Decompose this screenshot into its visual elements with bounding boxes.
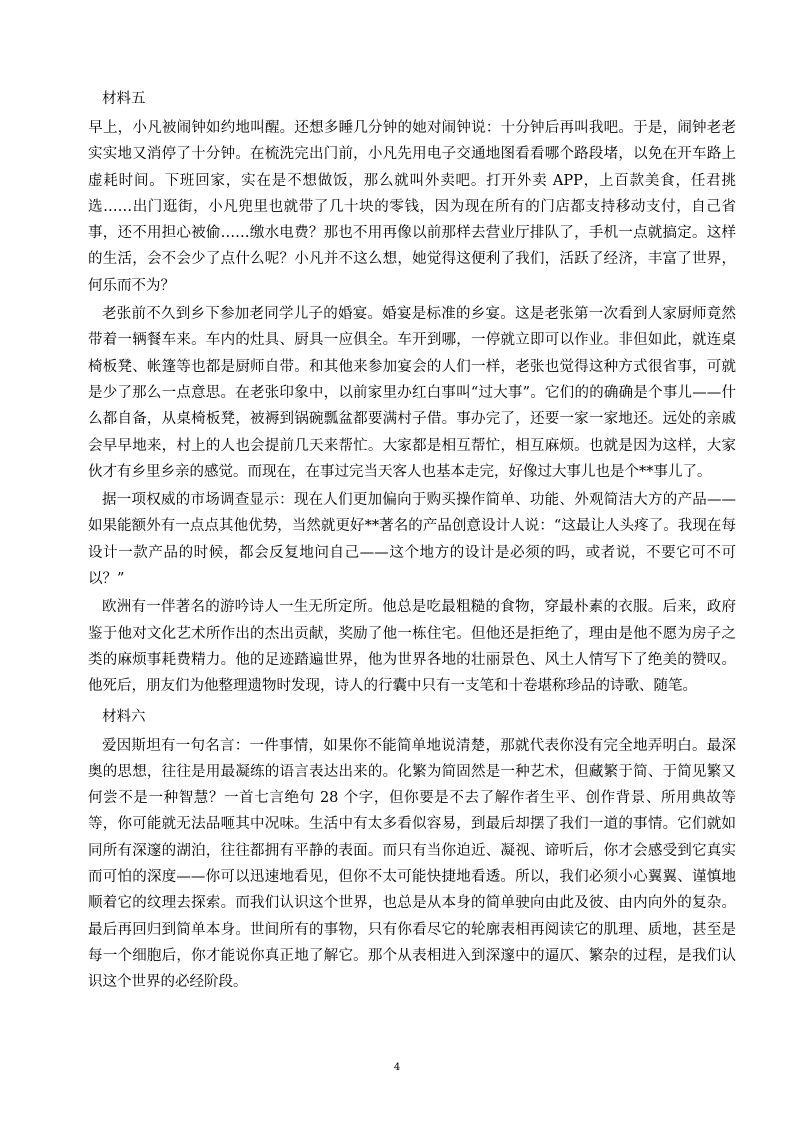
material-5-paragraph-3 — [88, 487, 736, 592]
material-5-heading: 材料五 — [102, 91, 146, 107]
document-body — [88, 86, 736, 996]
material-5-paragraph-1 — [88, 115, 736, 299]
material-5-paragraph-2 — [88, 301, 736, 485]
paragraph-text: 爱因斯坦有一句名言：一件事情，如果你不能简单地说清楚，那就代表你没有完全地弄明白。最深奥的思想，往往是用最凝练的语言表达出来的。化繁为简固然是一种艺术，但藏繁于简、于简见繁又何尝不是一种智慧？一首七言绝句 28 个字，但你要是不去了解作者生平、创作背景、所用典故等等，你可能就无法品咂其中况味。生活中有太多看似容易，到最后却摆了我们一道的事情。它们就如同所有深邃的湖泊，往往都拥有平静的表面。而只有当你迫近、凝视、谛听后，你才会感受到它真实而可怕的深度——你可以迅速地看见，但你不太可能快捷地看透。所以，我们必须小心翼翼、谨慎地顺着它的纹理去探索。而我们认识这个世界，也总是从本身的简单驶向由此及彼、由内向外的复杂。最后再回归到简单本身。世间所有的事物，只有你看尽它的轮廓表相再阅读它的肌理、质地，甚至是每一个细胞后，你才能说你真正地了解它。那个从表相进入到深邃中的逼仄、繁杂的过程，是我们认识这个世界的必经阶段。 — [88, 737, 736, 991]
paragraph-text: 早上，小凡被闹钟如约地叫醒。还想多睡几分钟的她对闹钟说：十分钟后再叫我吧。于是，闹钟老老实实地又消停了十分钟。在梳洗完出门前，小凡先用电子交通地图看看哪个路段堵，以免在开车路上虚耗时间。下班回家，实在是不想做饭，那么就叫外卖吧。打开外卖 APP，上百款美食，任君挑选……出门逛街，小凡兜里也就带了几十块的零钱，因为现在所有的门店都支持移动支付，自己省事，还不用担心被偷……缴水电费？那也不用再像以前那样去营业厅排队了，手机一点就搞定。这样的生活，会不会少了点什么呢？小凡并不这么想，她觉得这便利了我们，活跃了经济，丰富了世界，何乐而不为？ — [88, 120, 736, 294]
material-6-paragraph-1 — [88, 733, 736, 996]
paragraph-text: 老张前不久到乡下参加老同学儿子的婚宴。婚宴是标准的乡宴。这是老张第一次看到人家厨师竟然带着一辆餐车来。车内的灶具、厨具一应俱全。车开到哪，一停就立即可以作业。非但如此，就连桌椅板凳、帐篷等也都是厨师自带。和其他来参加宴会的人们一样，老张也觉得这种方式很省事，可就是少了那么一点意思。在老张印象中，以前家里办红白事叫“过大事”。它们的的确确是个事儿——什么都自备，从桌椅板凳，被褥到锅碗瓢盆都要满村子借。事办完了，还要一家一家地还。远处的亲戚会早早地来，村上的人也会提前几天来帮忙。大家都是相互帮忙，相互麻烦。也就是因为这样，大家伙才有乡里乡亲的感觉。而现在，在事过完当天客人也基本走完，好像过大事儿也是个**事儿了。 — [88, 306, 736, 480]
page-number: 4 — [393, 1062, 401, 1073]
paragraph-text: 欧洲有一伴著名的游吟诗人一生无所定所。他总是吃最粗糙的食物，穿最朴素的衣服。后来，政府鉴于他对文化艺术所作出的杰出贡献，奖励了他一栋住宅。但他还是拒绝了，理由是他不愿为房子之类的麻烦事耗费精力。他的足迹踏遍世界，他为世界各地的壮丽景色、风土人情写下了绝美的赞叹。他死后，朋友们为他整理遗物时发现，诗人的行囊中只有一支笔和十卷堪称珍品的诗歌、随笔。 — [88, 599, 736, 695]
material-6-heading: 材料六 — [102, 708, 146, 725]
paragraph-text: 据一项权威的市场调查显示：现在人们更加偏向于购买操作简单、功能、外观简洁大方的产品——如果能额外有一点点其他优势，当然就更好**著名的产品创意设计人说：“这最让人头疼了。我现在每设计一款产品的时候，都会反复地问自己——这个地方的设计是必须的吗，或者说，不要它可不可以？” — [88, 492, 736, 588]
material-5-paragraph-4 — [88, 594, 736, 699]
